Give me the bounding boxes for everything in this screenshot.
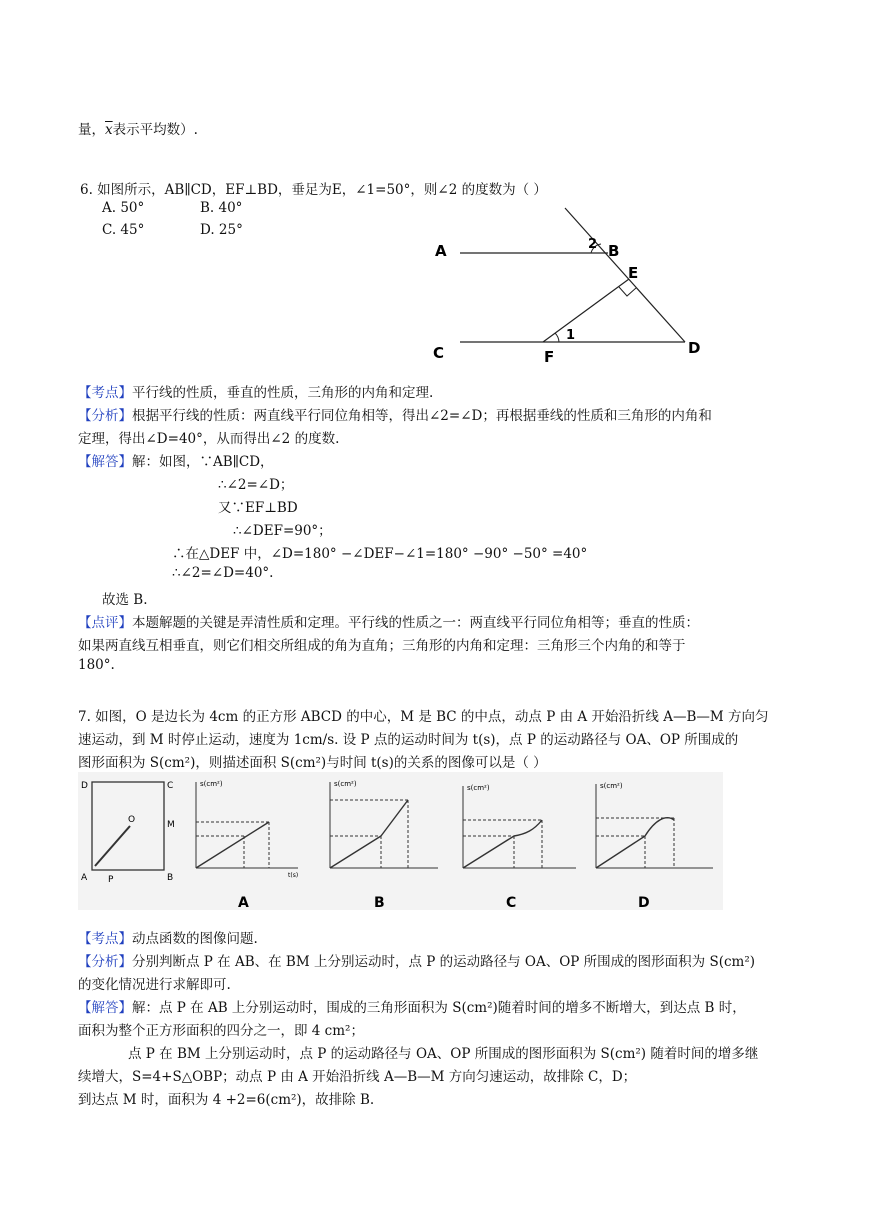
q7-fenxi-line2: 的变化情况进行求解即可. bbox=[78, 977, 231, 993]
right-angle-mark bbox=[619, 287, 636, 296]
graph-a-xlabel: t(s) bbox=[288, 872, 299, 879]
label-e: E bbox=[628, 264, 639, 282]
jieda-tag: 【解答】 bbox=[78, 454, 132, 470]
xbar-symbol: $\overline{x}$ bbox=[105, 122, 113, 138]
graph-d bbox=[596, 782, 713, 910]
sq-label-d: D bbox=[81, 781, 88, 791]
dianping-tag: 【点评】 bbox=[78, 615, 132, 631]
q7-stem-line2: 速运动，到 M 时停止运动，速度为 1cm/s. 设 P 点的运动时间为 t(s)，点 P 的运动路径与 OA、OP 所围成的 bbox=[78, 732, 739, 748]
q7-stem-line3: 图形面积为 S(cm²)，则描述面积 S(cm²)与时间 t(s)的关系的图像可以是（ ） bbox=[78, 755, 547, 771]
q6-jieda-line4: ∴∠DEF=90°； bbox=[233, 523, 332, 539]
q6-answer: 故选 B. bbox=[102, 592, 148, 608]
label-angle-2: 2 bbox=[588, 237, 598, 252]
q6-option-b: B. 40° bbox=[200, 200, 243, 216]
q7-kaodian bbox=[78, 927, 258, 947]
fenxi-tag: 【分析】 bbox=[78, 408, 132, 424]
q7-jieda bbox=[78, 996, 746, 1016]
graph-c-label: C bbox=[506, 895, 517, 910]
q6-jieda-line6: ∴∠2=∠D=40°. bbox=[172, 565, 274, 581]
q6-jieda-line3: 又∵EF⊥BD bbox=[218, 500, 298, 516]
graph-c-ylabel: s(cm²) bbox=[467, 784, 490, 792]
q6-option-d: D. 25° bbox=[200, 222, 243, 238]
q6-dianping-line2: 如果两直线互相垂直，则它们相交所组成的角为直角；三角形的内角和定理：三角形三个内角的和等于 bbox=[78, 638, 686, 654]
q6-fenxi bbox=[78, 404, 712, 424]
q7-figures bbox=[78, 772, 723, 910]
graph-b bbox=[330, 780, 438, 910]
q7-jieda-line2: 面积为整个正方形面积的四分之一，即 4 cm²； bbox=[78, 1023, 364, 1039]
q6-fenxi-line2: 定理，得出∠D=40°，从而得出∠2 的度数. bbox=[78, 431, 340, 447]
kaodian-text: 动点函数的图像问题. bbox=[132, 931, 258, 947]
line-bd bbox=[565, 208, 685, 342]
label-c: C bbox=[433, 344, 445, 362]
intro-text-tail: 表示平均数）. bbox=[112, 122, 198, 138]
q6-geometry-figure bbox=[425, 200, 725, 370]
graph-b-ylabel: s(cm²) bbox=[334, 780, 357, 788]
graph-b-label: B bbox=[374, 895, 385, 910]
sq-label-a: A bbox=[81, 873, 88, 883]
jieda-text: 解：如图，∵AB∥CD， bbox=[132, 454, 274, 470]
q6-jieda-line5: ∴在△DEF 中，∠D=180° −∠DEF−∠1=180° −90° −50° =40° bbox=[172, 546, 588, 562]
q6-jieda bbox=[78, 450, 274, 470]
kaodian-text: 平行线的性质，垂直的性质，三角形的内角和定理. bbox=[132, 385, 434, 401]
fenxi-tag: 【分析】 bbox=[78, 954, 132, 970]
label-f: F bbox=[544, 348, 555, 366]
dianping-text: 本题解题的关键是弄清性质和定理。平行线的性质之一：两直线平行同位角相等；垂直的性质： bbox=[132, 615, 699, 631]
label-b: B bbox=[608, 242, 620, 260]
kaodian-tag: 【考点】 bbox=[78, 385, 132, 401]
fenxi-text: 分别判断点 P 在 AB、在 BM 上分别运动时，点 P 的运动路径与 OA、OP 所围成的图形面积为 S(cm²) bbox=[132, 954, 756, 970]
q7-stem-line1: 7. 如图，O 是边长为 4cm 的正方形 ABCD 的中心，M 是 BC 的中点，动点 P 由 A 开始沿折线 A—B—M 方向匀 bbox=[78, 709, 769, 725]
graph-a-ylabel: s(cm²) bbox=[200, 780, 223, 788]
q6-kaodian bbox=[78, 381, 433, 401]
q7-fenxi bbox=[78, 950, 755, 970]
intro-text: 量， bbox=[78, 122, 105, 138]
q6-jieda-line2: ∴∠2=∠D； bbox=[218, 477, 294, 493]
sq-label-o: O bbox=[128, 815, 136, 825]
q7-jieda-line5: 到达点 M 时，面积为 4 +2=6(cm²)，故排除 B. bbox=[78, 1092, 375, 1108]
q7-jieda-line3: 点 P 在 BM 上分别运动时，点 P 的运动路径与 OA、OP 所围成的图形面积为 S(cm²) 随着时间的增多继 bbox=[128, 1046, 759, 1062]
q6-dianping-line3: 180°. bbox=[78, 657, 115, 673]
sq-label-p: P bbox=[108, 875, 114, 885]
sq-label-m: M bbox=[167, 820, 175, 830]
sq-label-b: B bbox=[167, 873, 174, 883]
kaodian-tag: 【考点】 bbox=[78, 931, 132, 947]
q6-option-c: C. 45° bbox=[102, 222, 145, 238]
angle-1-arc bbox=[555, 333, 559, 342]
label-angle-1: 1 bbox=[566, 328, 576, 343]
fenxi-text: 根据平行线的性质：两直线平行同位角相等，得出∠2=∠D；再根据垂线的性质和三角形的内角和 bbox=[132, 408, 712, 424]
label-d: D bbox=[688, 339, 701, 357]
q6-option-a: A. 50° bbox=[102, 200, 145, 216]
jieda-text: 解：点 P 在 AB 上分别运动时，围成的三角形面积为 S(cm²)随着时间的增多不断增大，到达点 B 时， bbox=[132, 1000, 746, 1016]
graph-d-ylabel: s(cm²) bbox=[600, 782, 623, 790]
line-fe bbox=[543, 279, 629, 342]
label-a: A bbox=[435, 242, 447, 260]
graph-d-label: D bbox=[638, 895, 650, 910]
q6-stem: 6. 如图所示，AB∥CD，EF⊥BD，垂足为E，∠1=50°，则∠2 的度数为（ ） bbox=[80, 182, 547, 198]
q7-jieda-line4: 续增大，S=4+S△OBP；动点 P 由 A 开始沿折线 A—B—M 方向匀速运动，故排除 C，D； bbox=[78, 1069, 637, 1085]
graph-c bbox=[463, 784, 576, 910]
sq-label-c: C bbox=[167, 781, 174, 791]
graph-a-label: A bbox=[238, 895, 249, 910]
intro-line bbox=[78, 118, 198, 138]
q6-dianping bbox=[78, 611, 699, 631]
graph-a bbox=[196, 780, 298, 910]
segment-op bbox=[95, 826, 130, 866]
jieda-tag: 【解答】 bbox=[78, 1000, 132, 1016]
